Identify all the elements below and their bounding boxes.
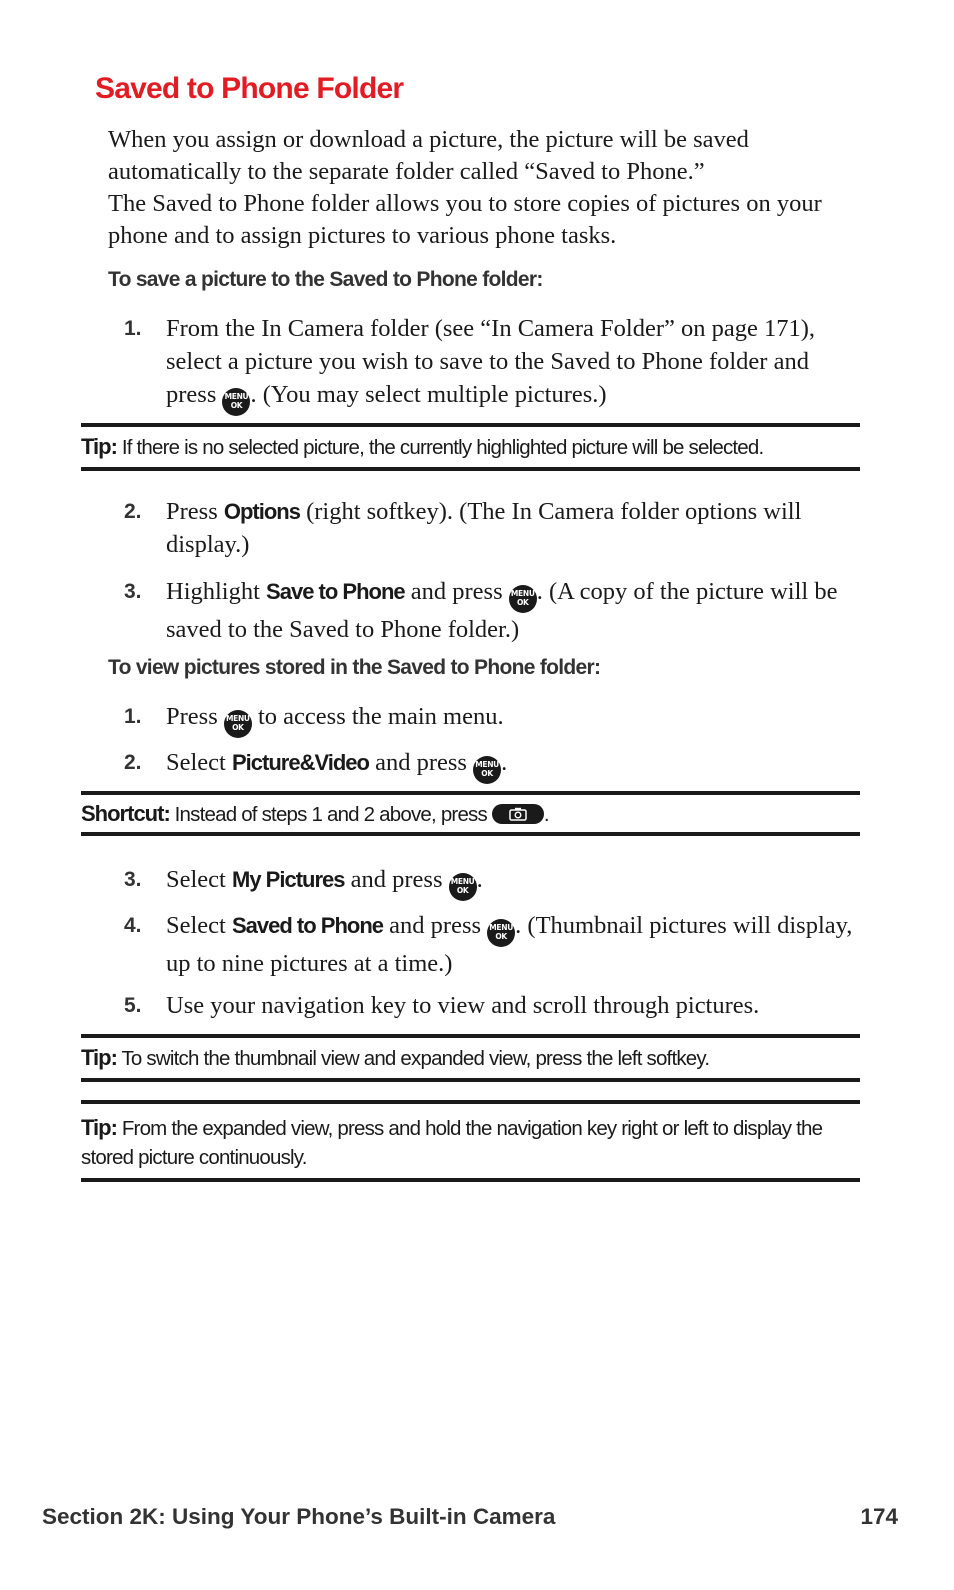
step-text: Press Options (right softkey). (The In Camera folder options will display.): [166, 498, 802, 558]
step-number: 1.: [124, 705, 142, 728]
step-number: 5.: [124, 994, 142, 1017]
save-step-2: [124, 495, 864, 561]
save-step-1: [124, 312, 864, 416]
save-to-phone-label: Save to Phone: [266, 579, 405, 604]
tip-box-continuous-display: [81, 1100, 860, 1182]
intro-line-1: When you assign or download a picture, the picture will be saved automatically to the separate folder called “Saved to Phone.”: [108, 126, 749, 185]
my-pictures-label: My Pictures: [232, 867, 345, 892]
menu-ok-key-icon: MENU OK: [224, 710, 252, 738]
tip-label: Tip:: [81, 1115, 117, 1140]
options-softkey-label: Options: [223, 499, 300, 524]
tip-text: From the expanded view, press and hold the navigation key right or left to display the stored picture continuously.: [81, 1117, 823, 1169]
footer-section-title: Section 2K: Using Your Phone’s Built-in Camera: [42, 1504, 556, 1529]
shortcut-text: Instead of steps 1 and 2 above, press: [169, 803, 492, 826]
tip-text: If there is no selected picture, the currently highlighted picture will be selected.: [116, 436, 764, 459]
picture-video-label: Picture&Video: [232, 750, 369, 775]
tip-text: To switch the thumbnail view and expanded view, press the left softkey.: [116, 1047, 710, 1070]
saved-to-phone-label: Saved to Phone: [232, 913, 384, 938]
view-section-heading: To view pictures stored in the Saved to Phone folder:: [108, 656, 601, 679]
tip-box-selected-picture: [81, 423, 860, 471]
step-text: From the In Camera folder (see “In Camera Folder” on page 171), select a picture you wish to save to the Saved to Phone folder and press MENU OK . (You may select multiple pictures.): [166, 312, 864, 416]
step-text: Select Saved to Phone and press MENU OK . (Thumbnail pictures will display, up to nine pictures at a time.): [166, 912, 853, 977]
tip-label: Tip:: [81, 1045, 117, 1070]
tip-box-switch-view: [81, 1034, 860, 1082]
view-step-1: [124, 700, 864, 738]
page-number: 174: [860, 1504, 898, 1529]
view-step-5: [124, 989, 864, 1022]
camera-key-icon: [492, 804, 544, 824]
tip-label: Tip:: [81, 434, 117, 459]
view-step-3: [124, 863, 864, 901]
step-text: Select Picture&Video and press MENU OK .: [166, 746, 864, 784]
step-number: 1.: [124, 317, 142, 340]
step-number: 3.: [124, 580, 142, 603]
intro-paragraph: [108, 124, 868, 252]
shortcut-box: Shortcut: Instead of steps 1 and 2 above, press .: [81, 791, 860, 836]
page-title: Saved to Phone Folder: [95, 72, 404, 105]
step-text: Press MENU OK to access the main menu.: [166, 700, 864, 738]
shortcut-label: Shortcut:: [81, 801, 170, 826]
menu-ok-key-icon: MENU OK: [449, 873, 477, 901]
save-step-3: [124, 575, 864, 646]
step-text: Use your navigation key to view and scroll through pictures.: [166, 992, 760, 1019]
step-number: 3.: [124, 868, 142, 891]
menu-ok-key-icon: MENU OK: [473, 756, 501, 784]
step-number: 4.: [124, 914, 142, 937]
step-number: 2.: [124, 500, 142, 523]
view-step-2: [124, 746, 864, 784]
menu-ok-key-icon: MENU OK: [222, 388, 250, 416]
menu-ok-key-icon: MENU OK: [487, 919, 515, 947]
step-text: Select My Pictures and press MENU OK .: [166, 863, 864, 901]
step-text: Highlight Save to Phone and press MENU OK . (A copy of the picture will be saved to the Saved to Phone folder.): [166, 578, 838, 643]
step-number: 2.: [124, 751, 142, 774]
save-section-heading: To save a picture to the Saved to Phone folder:: [108, 268, 543, 291]
view-step-4: [124, 909, 864, 980]
menu-ok-key-icon: MENU OK: [509, 585, 537, 613]
intro-line-2: The Saved to Phone folder allows you to store copies of pictures on your phone and to assign pictures to various phone tasks.: [108, 190, 822, 249]
